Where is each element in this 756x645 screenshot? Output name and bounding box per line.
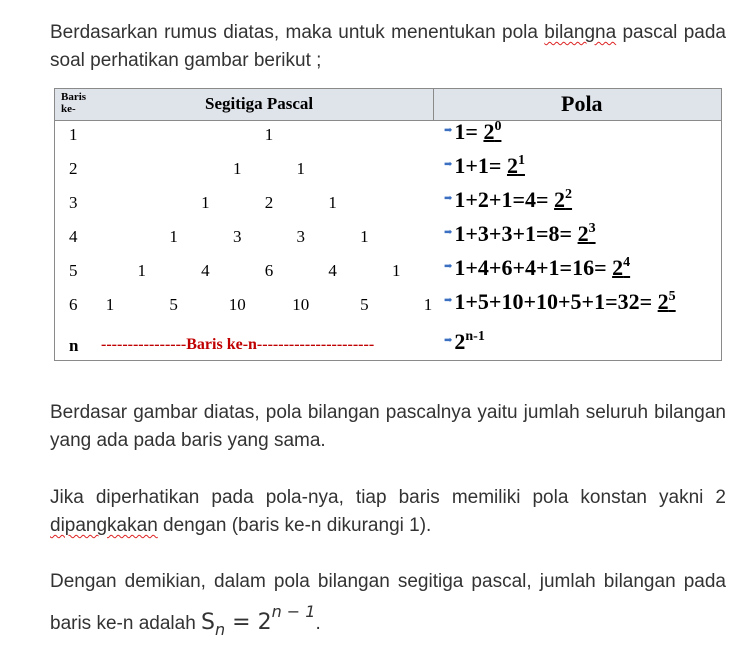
paragraph-3: Jika diperhatikan pada pola-nya, tiap baris memiliki pola konstan yakni 2 dipangkakan dengan (baris ke-n dikurangi 1). [50,487,726,536]
row-number: 4 [69,227,78,246]
triangle-number: 1 [360,227,369,246]
triangle-number: 1 [105,295,115,314]
triangle-number: 1 [232,159,242,178]
triangle-number: 3 [232,227,242,246]
arrow-icon: ➡ [444,125,453,136]
arrow-icon: ➡ [444,261,453,272]
triangle-number: 10 [228,295,246,314]
row-pola: $^➡1+1= 2^1$ [444,153,525,178]
triangle-number: 3 [296,227,306,246]
row-pola: $^➡1+5+10+10+5+1=32= 2^5$ [444,289,676,314]
header-segitiga: Segitiga Pascal [205,94,314,113]
triangle-number: 1 [264,125,274,144]
row-n-pola: ➡2$^{n-1}$ [444,329,485,354]
arrow-icon: ➡ [444,295,453,306]
row-number: 5 [69,261,78,280]
paragraph-4: Dengan demikian, dalam pola bilangan segitiga pascal, jumlah bilangan pada baris ke-n adalah $S_n = 2^{n - 1}$. [50,571,726,639]
arrow-icon: ➡ [444,193,453,204]
row-number: 1 [69,125,78,144]
paragraph-2: Berdasar gambar diatas, pola bilangan pascalnya yaitu jumlah seluruh bilangan yang ada pada baris yang sama. [50,402,726,451]
triangle-number: 6 [264,261,274,280]
triangle-number: 2 [264,193,274,212]
row-n-label: n [69,336,79,355]
pascal-triangle-table [54,88,722,361]
triangle-number: 10 [292,295,310,314]
row-number: 6 [69,295,78,314]
row-number: 2 [69,159,78,178]
triangle-number: 1 [328,193,337,212]
row-n-text: ----------------Baris ke-n---------------------- [101,336,375,353]
header-pola: Pola [561,91,603,116]
misspelled-word: dipangkakan [50,515,158,536]
triangle-number: 1 [296,159,306,178]
row-pola: $^➡1= 2^0$ [444,119,502,144]
triangle-number: 1 [391,261,401,280]
arrow-icon: ➡ [444,227,453,238]
triangle-number: 1 [169,227,178,246]
header-baris: Baris ke- [61,91,87,115]
formula: $S_n = 2^{n - 1}$ [201,602,316,639]
row-pola: $^➡1+3+3+1=8= 2^3$ [444,221,596,246]
header-divider [433,89,434,120]
arrow-icon: ➡ [444,335,453,346]
row-pola: $^➡1+2+1=4= 2^2$ [444,187,573,212]
triangle-number: 4 [328,261,337,280]
misspelled-word: bilangna [544,22,617,43]
triangle-number: 4 [201,261,210,280]
triangle-number: 5 [360,295,369,314]
row-number: 3 [69,193,78,212]
triangle-number: 1 [423,295,433,314]
triangle-number: 5 [169,295,178,314]
row-pola: $^➡1+4+6+4+1=16= 2^4$ [444,255,631,280]
triangle-number: 1 [201,193,210,212]
triangle-number: 1 [137,261,147,280]
arrow-icon: ➡ [444,159,453,170]
table-header [55,89,721,121]
intro-paragraph: Berdasarkan rumus diatas, maka untuk menentukan pola bilangna pascal pada soal perhatikan gambar berikut ; [50,22,727,71]
